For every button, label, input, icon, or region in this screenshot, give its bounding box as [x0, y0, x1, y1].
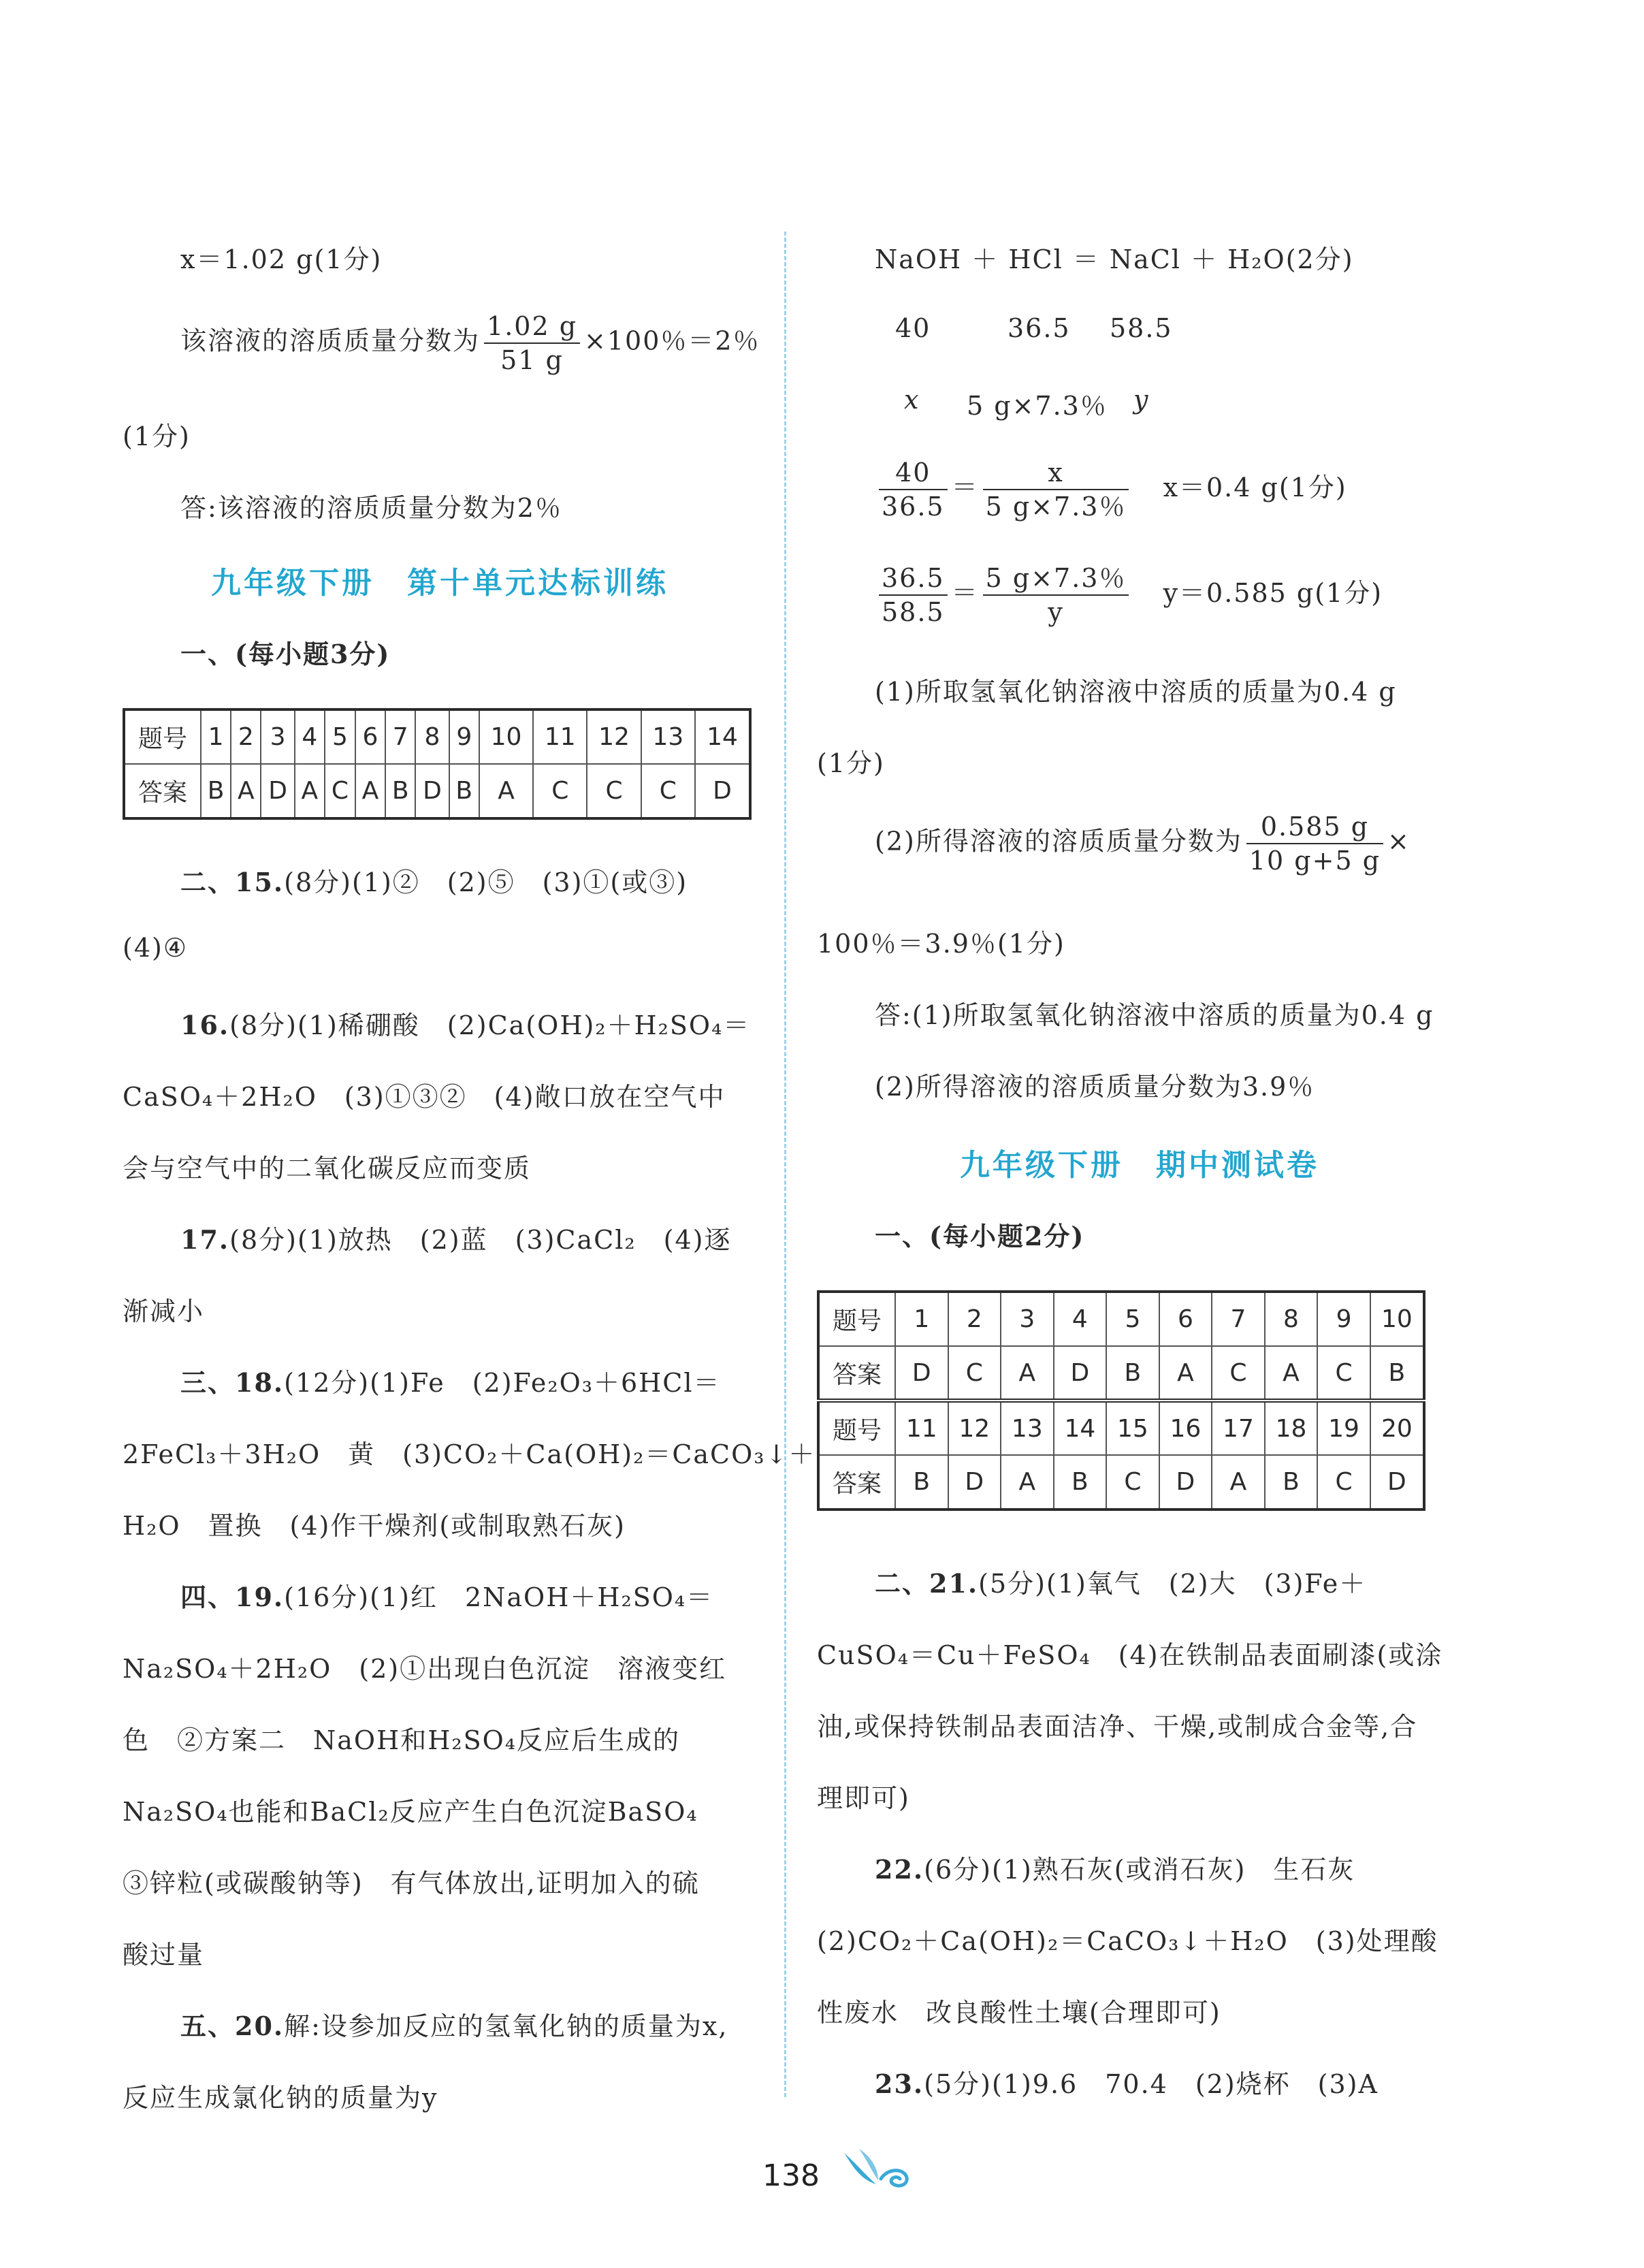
text-line: 色 ②方案二 NaOH和H₂SO₄反应后生成的 — [123, 1725, 680, 1755]
decorative-leaf-icon — [839, 2145, 914, 2192]
table-cell: C — [325, 764, 355, 818]
table-row — [818, 1401, 1424, 1455]
text-line: (1分) — [123, 421, 191, 451]
table-cell: B — [895, 1455, 948, 1510]
fraction-numerator: 36.5 — [879, 562, 948, 596]
text-line: (4)④ — [123, 933, 188, 963]
text-line: 理即可) — [817, 1783, 910, 1813]
text-line — [180, 2005, 728, 2043]
table-cell: C — [587, 764, 641, 818]
table-cell: 5 — [325, 709, 355, 764]
fraction-denominator: 10 g+5 g — [1248, 846, 1381, 876]
table-cell: A — [295, 764, 325, 818]
table-cell: 16 — [1159, 1401, 1212, 1455]
fraction — [1246, 810, 1383, 877]
text-span: ×100％＝2％ — [584, 325, 760, 356]
text-line — [180, 310, 760, 377]
table-cell: D — [415, 764, 449, 818]
fraction-denominator: 36.5 — [882, 492, 945, 522]
table-cell: B — [449, 764, 479, 818]
text-span: (12分)(1)Fe (2)Fe₂O₃＋6HCl＝ — [284, 1368, 721, 1398]
fraction-denominator: 58.5 — [882, 597, 945, 627]
text-span: (8分)(1)② (2)⑤ (3)①(或③) — [284, 867, 688, 897]
text-line: (1)所取氢氧化钠溶液中溶质的质量为0.4 g — [875, 677, 1397, 707]
text-line: H₂O 置换 (4)作干燥剂(或制取熟石灰) — [123, 1511, 626, 1541]
table-cell: C — [1317, 1346, 1370, 1401]
table-cell: 9 — [1317, 1292, 1370, 1346]
table-cell: 11 — [533, 709, 587, 764]
table-cell: D — [895, 1346, 948, 1401]
table-cell: C — [1106, 1455, 1159, 1510]
table-cell: B — [1054, 1455, 1107, 1510]
table-cell: B — [1370, 1346, 1424, 1401]
table-cell: 1 — [895, 1292, 948, 1346]
text-line — [875, 2063, 1379, 2101]
proportion-line: $\frac{40}{36.5}$ ＝ $\frac{x}{5 g\times 7.3\%}$ x＝0.4 g(1分) — [875, 456, 1347, 523]
text-span: (6分)(1)熟石灰(或消石灰) 生石灰 — [924, 1855, 1355, 1885]
molar-mass: 36.5 — [1008, 313, 1071, 343]
text-line: 油,或保持铁制品表面洁净、干燥,或制成合金等,合 — [817, 1712, 1418, 1742]
text-line: 一、(每小题2分) — [875, 1221, 1085, 1251]
text-line: (2)CO₂＋Ca(OH)₂＝CaCO₃↓＋H₂O (3)处理酸 — [817, 1926, 1438, 1956]
question-number: 17. — [180, 1224, 230, 1255]
text-line — [180, 1576, 713, 1614]
table-row — [124, 764, 750, 818]
table-cell: B — [201, 764, 231, 818]
table-cell: 2 — [231, 709, 261, 764]
text-span: 该溶液的溶质质量分数为 — [180, 325, 481, 356]
table-cell: B — [1106, 1346, 1159, 1401]
table-cell: 20 — [1370, 1401, 1424, 1455]
table-cell: 15 — [1106, 1401, 1159, 1455]
table-cell: A — [1265, 1346, 1318, 1401]
text-span: (5分)(1)氧气 (2)大 (3)Fe＋ — [978, 1569, 1367, 1599]
table-row-label: 题号 — [818, 1292, 895, 1346]
text-line: 答:(1)所取氢氧化钠溶液中溶质的质量为0.4 g — [875, 1000, 1434, 1030]
text-line: 100％＝3.9％(1分) — [817, 929, 1065, 959]
question-number: 五、20. — [180, 2011, 285, 2041]
text-line — [180, 1004, 750, 1042]
question-number: 22. — [875, 1854, 924, 1885]
question-number: 16. — [180, 1010, 230, 1040]
fraction-denominator: y — [1048, 597, 1064, 627]
molar-mass: 58.5 — [1110, 313, 1173, 343]
table-cell: 19 — [1317, 1401, 1370, 1455]
text-line — [875, 1563, 1366, 1600]
table-cell: A — [355, 764, 385, 818]
question-number: 四、19. — [180, 1582, 285, 1612]
table-cell: C — [1212, 1346, 1265, 1401]
result-text: y＝0.585 g(1分) — [1163, 577, 1383, 608]
table-cell: D — [1054, 1346, 1107, 1401]
text-line: 2FeCl₃＋3H₂O 黄 (3)CO₂＋Ca(OH)₂＝CaCO₃↓＋ — [123, 1439, 816, 1469]
text-span: (16分)(1)红 2NaOH＋H₂SO₄＝ — [284, 1582, 714, 1612]
answer-table — [817, 1290, 1425, 1511]
fraction-denominator: 5 g×7.3％ — [985, 492, 1127, 522]
text-line — [875, 810, 1411, 877]
table-cell: D — [1370, 1455, 1424, 1510]
text-line: (1分) — [817, 748, 885, 778]
text-line: (2)所得溶液的溶质质量分数为3.9％ — [875, 1072, 1315, 1102]
text-line — [875, 1849, 1355, 1886]
fraction-numerator: 40 — [879, 456, 948, 490]
table-cell: 9 — [449, 709, 479, 764]
table-cell: 18 — [1265, 1401, 1318, 1455]
fraction — [879, 456, 948, 523]
table-cell: B — [385, 764, 415, 818]
table-cell: 3 — [261, 709, 294, 764]
section-heading: 九年级下册 第十单元达标训练 — [211, 566, 668, 601]
column-divider — [784, 231, 786, 2097]
table-cell: 13 — [1001, 1401, 1054, 1455]
text-line: 渐减小 — [123, 1296, 205, 1326]
table-cell: 6 — [355, 709, 385, 764]
text-line: Na₂SO₄也能和BaCl₂反应产生白色沉淀BaSO₄ — [123, 1797, 698, 1827]
section-heading: 九年级下册 期中测试卷 — [960, 1148, 1319, 1183]
fraction — [983, 456, 1129, 523]
table-cell: 17 — [1212, 1401, 1265, 1455]
fraction — [879, 562, 948, 628]
table-cell: 7 — [1212, 1292, 1265, 1346]
question-number: 三、18. — [180, 1367, 285, 1398]
table-cell: 5 — [1106, 1292, 1159, 1346]
table-cell: D — [261, 764, 294, 818]
molar-mass: 40 — [895, 313, 931, 343]
table-cell: 8 — [415, 709, 449, 764]
table-cell: 12 — [587, 709, 641, 764]
text-line — [180, 1219, 731, 1256]
table-cell: 10 — [479, 709, 533, 764]
question-number: 23. — [875, 2069, 924, 2099]
variable: 5 g×7.3％ — [967, 391, 1108, 421]
table-row-label: 题号 — [124, 709, 201, 764]
text-line: 酸过量 — [123, 1940, 205, 1970]
table-cell: 2 — [948, 1292, 1001, 1346]
fraction-numerator: 5 g×7.3％ — [983, 562, 1129, 596]
text-line: 性废水 改良酸性土壤(合理即可) — [817, 1998, 1221, 2028]
text-span: (5分)(1)9.6 70.4 (2)烧杯 (3)A — [924, 2069, 1379, 2099]
proportion-line: $\frac{36.5}{58.5}$ ＝ $\frac{5 g\times 7.3\%}{y}$ y＝0.585 g(1分) — [875, 562, 1383, 628]
text-span: (8分)(1)稀硼酸 (2)Ca(OH)₂＋H₂SO₄＝ — [229, 1010, 751, 1040]
table-cell: 14 — [695, 709, 750, 764]
question-number: 二、21. — [875, 1568, 979, 1599]
fraction-numerator: 0.585 g — [1246, 810, 1383, 844]
text-line: 反应生成氯化钠的质量为y — [123, 2083, 438, 2113]
text-line — [180, 861, 688, 899]
table-cell: 1 — [201, 709, 231, 764]
table-row — [818, 1292, 1424, 1346]
text-line: 会与空气中的二氧化碳反应而变质 — [123, 1153, 532, 1183]
fraction — [983, 562, 1129, 628]
text-line: CaSO₄＋2H₂O (3)①③② (4)敞口放在空气中 — [123, 1082, 726, 1112]
question-number: 二、15. — [180, 867, 285, 897]
table-cell: A — [1212, 1455, 1265, 1510]
table-cell: A — [479, 764, 533, 818]
table-cell: C — [948, 1346, 1001, 1401]
text-line: CuSO₄＝Cu＋FeSO₄ (4)在铁制品表面刷漆(或涂 — [817, 1640, 1443, 1670]
fraction-numerator: x — [983, 456, 1129, 490]
answer-table — [123, 708, 752, 820]
text-span: 解:设参加反应的氢氧化钠的质量为x, — [284, 2011, 728, 2041]
table-row — [124, 709, 750, 764]
table-cell: 10 — [1370, 1292, 1424, 1346]
table-cell: A — [1159, 1346, 1212, 1401]
result-text: x＝0.4 g(1分) — [1163, 472, 1347, 502]
table-cell: 13 — [641, 709, 695, 764]
table-cell: 12 — [948, 1401, 1001, 1455]
text-span: × — [1387, 826, 1411, 857]
text-line — [180, 1362, 721, 1399]
variable: y — [1133, 385, 1150, 415]
table-cell: C — [1317, 1455, 1370, 1510]
text-line: 答:该溶液的溶质质量分数为2％ — [180, 493, 562, 523]
table-row-label: 答案 — [818, 1346, 895, 1401]
table-row-label: 答案 — [818, 1455, 895, 1510]
table-cell: 6 — [1159, 1292, 1212, 1346]
text-line: 一、(每小题3分) — [180, 639, 391, 669]
table-cell: 11 — [895, 1401, 948, 1455]
table-cell: 14 — [1054, 1401, 1107, 1455]
table-row — [818, 1455, 1424, 1510]
table-cell: 8 — [1265, 1292, 1318, 1346]
table-row — [818, 1346, 1424, 1401]
table-cell: A — [1001, 1455, 1054, 1510]
table-cell: 3 — [1001, 1292, 1054, 1346]
table-cell: 4 — [1054, 1292, 1107, 1346]
table-cell: D — [695, 764, 750, 818]
table-cell: C — [641, 764, 695, 818]
table-cell: B — [1265, 1455, 1318, 1510]
fraction-numerator: 1.02 g — [484, 310, 580, 344]
equation-line: NaOH ＋ HCl ＝ NaCl ＋ H₂O(2分) — [875, 244, 1354, 274]
text-span: (2)所得溶液的溶质质量分数为 — [875, 826, 1242, 857]
text-line: Na₂SO₄＋2H₂O (2)①出现白色沉淀 溶液变红 — [123, 1654, 727, 1684]
table-cell: A — [231, 764, 261, 818]
text-line: x＝1.02 g(1分) — [180, 244, 383, 274]
fraction — [484, 310, 580, 377]
table-cell: A — [1001, 1346, 1054, 1401]
text-line: ③锌粒(或碳酸钠等) 有气体放出,证明加入的硫 — [123, 1868, 700, 1898]
table-row-label: 题号 — [818, 1401, 895, 1455]
text-span: (8分)(1)放热 (2)蓝 (3)CaCl₂ (4)逐 — [229, 1225, 732, 1255]
table-cell: D — [1159, 1455, 1212, 1510]
table-row-label: 答案 — [124, 764, 201, 818]
table-cell: D — [948, 1455, 1001, 1510]
table-cell: C — [533, 764, 587, 818]
variable: x — [904, 385, 920, 415]
fraction-denominator: 51 g — [500, 345, 564, 375]
table-cell: 7 — [385, 709, 415, 764]
page-number: 138 — [762, 2158, 820, 2193]
table-cell: 4 — [295, 709, 325, 764]
